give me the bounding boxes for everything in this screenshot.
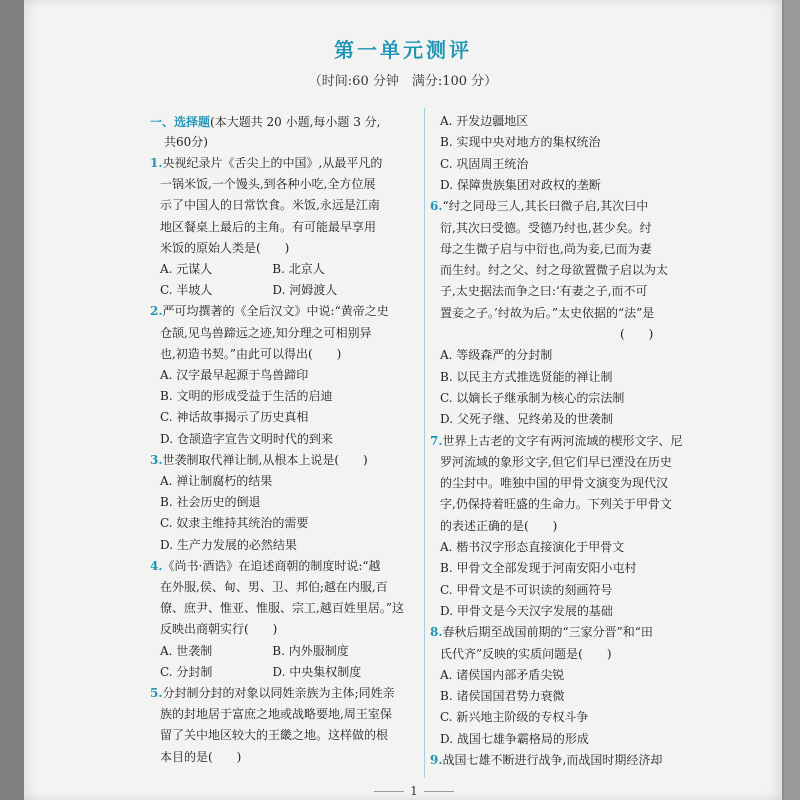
question-text: A. 诸侯国内部矛盾尖锐 (440, 667, 565, 682)
question-line (440, 475, 668, 491)
question-line (440, 241, 652, 257)
question-line (160, 282, 337, 298)
page-subtitle: （时间:60 分钟 满分:100 分） (308, 74, 498, 89)
question-number: 5. (150, 686, 163, 700)
question-line (160, 431, 333, 447)
question-number: 7. (430, 433, 443, 448)
question-text: 留了关中地区较大的王畿之地。这样做的根 (160, 728, 389, 743)
question-text: C. 以嫡长子继承制为核心的宗法制 (440, 390, 625, 405)
question-text: 的表述正确的是( ) (440, 518, 558, 533)
question-text: 的尘封中。唯独中国的甲骨文演变为现代汉 (440, 476, 669, 491)
question-line (160, 494, 260, 510)
question-text: B. 社会历史的倒退 (160, 495, 261, 510)
question-text: C. 半坡人 D. 河姆渡人 (160, 283, 338, 298)
question-line (160, 643, 349, 659)
question-line (160, 261, 325, 277)
question-text: D. 甲骨文是今天汉字发展的基础 (440, 603, 613, 618)
question-line (160, 515, 308, 531)
question-line (160, 621, 277, 637)
question-line (440, 369, 612, 385)
question-text: 世界上古老的文字有两河流域的楔形文字、尼 (442, 433, 683, 448)
question-text: B. 以民主方式推选贤能的禅让制 (440, 369, 613, 384)
question-line (430, 198, 648, 214)
question-line (160, 388, 332, 404)
question-line (440, 134, 600, 150)
question-line (160, 537, 297, 553)
question-line (150, 303, 389, 319)
question-line (440, 667, 564, 683)
question-number: 8. (430, 625, 443, 640)
question-text: A. 元谋人 B. 北京人 (160, 262, 325, 276)
question-text: A. 禅让制腐朽的结果 (160, 474, 273, 488)
question-text: C. 甲骨文是不可识读的刻画符号 (440, 582, 613, 597)
question-line (440, 539, 624, 555)
question-text: 《尚书·酒诰》在追述商朝的制度时说:“越 (162, 558, 381, 573)
question-line (150, 558, 381, 574)
question-number: 2. (150, 304, 163, 319)
page-title: 第一单元测评 (334, 38, 472, 62)
question-line (440, 390, 624, 406)
question-line (160, 664, 361, 680)
question-number: 9. (430, 753, 443, 767)
question-text: D. 父死子继、兄终弟及的世袭制 (440, 412, 613, 427)
exam-page (24, 0, 782, 800)
section-desc-2: 共60分) (164, 135, 208, 149)
question-text: 严可均撰著的《全后汉文》中说:“黄帝之史 (162, 304, 389, 319)
question-line (440, 709, 588, 725)
question-text: 母之生微子启与中衍也,尚为妾,已而为妻 (440, 241, 652, 256)
question-line (440, 731, 589, 747)
question-text: 一锅米饭,一个馒头,到各种小吃,全方位展 (160, 177, 376, 192)
page-number: 1 (410, 784, 418, 798)
question-text: 央视纪录片《舌尖上的中国》,从最平凡的 (162, 156, 383, 170)
question-line (440, 560, 636, 576)
question-line (430, 433, 683, 449)
question-text: C. 巩固周王统治 (440, 156, 529, 171)
question-line (160, 727, 388, 743)
question-text: 米饭的原始人类是( ) (160, 240, 290, 255)
question-line (150, 452, 368, 468)
question-number: 3. (150, 452, 163, 467)
question-line (440, 220, 652, 236)
question-text: C. 分封制 D. 中央集权制度 (160, 664, 362, 679)
question-line (150, 685, 395, 701)
question-text: 分封制分封的对象以同姓亲族为主体;同姓亲 (162, 686, 395, 700)
question-text: 子,太史据法而争之曰:‘有妻之子,而不可 (440, 284, 648, 299)
question-line (440, 283, 648, 299)
question-line (160, 240, 289, 256)
question-text: 地区餐桌上最后的主角。有可能最早享用 (160, 219, 377, 234)
question-line (160, 367, 308, 383)
question-text: A. 开发边疆地区 (440, 114, 529, 128)
question-line (440, 347, 552, 363)
scan-left-background (0, 0, 24, 800)
question-line (440, 326, 653, 342)
question-text: 衍,其次曰受德。受德乃纣也,甚少矣。纣 (440, 220, 652, 235)
question-line (440, 156, 528, 172)
question-text: C. 奴隶主维持其统治的需要 (160, 516, 309, 531)
question-number: 6. (430, 199, 443, 214)
question-line (440, 688, 564, 704)
question-line (160, 749, 241, 765)
question-text: 反映出商朝实行( ) (160, 622, 278, 637)
question-text: A. 等级森严的分封制 (440, 348, 553, 363)
question-text: A. 世袭制 B. 内外服制度 (160, 643, 349, 658)
section-header (150, 114, 381, 130)
question-line (150, 155, 382, 171)
question-line (160, 325, 372, 341)
question-line (160, 409, 308, 425)
question-line (430, 624, 653, 640)
question-text: 僚、庶尹、惟亚、惟服、宗工,越百姓里居。”这 (160, 601, 404, 616)
question-line (440, 305, 654, 321)
question-line (440, 262, 668, 278)
question-text: D. 保障贵族集团对政权的垄断 (440, 177, 601, 192)
question-text: 世袭制取代禅让制,从根本上说是( ) (162, 452, 368, 467)
question-text: “纣之同母三人,其长曰微子启,其次曰中 (442, 199, 649, 214)
question-number: 4. (150, 558, 163, 573)
question-text: 氏代齐”反映的实质问题是( ) (440, 646, 612, 661)
question-line (440, 646, 612, 662)
page-number-footer (354, 784, 474, 798)
question-line (440, 113, 528, 129)
question-text: D. 战国七雄争霸格局的形成 (440, 731, 589, 746)
question-text: 字,仍保持着旺盛的生命力。下列关于甲骨文 (440, 497, 672, 512)
question-text: B. 实现中央对地方的集权统治 (440, 135, 601, 150)
question-line (440, 496, 672, 512)
section-desc-1: (本大题共 20 小题,每小题 3 分, (210, 115, 381, 129)
section-desc-line-2 (164, 134, 208, 150)
question-line (160, 706, 392, 722)
question-text: 也,初造书契。”由此可以得出( ) (160, 346, 342, 361)
question-text: A. 楷书汉字形态直接演化于甲骨文 (440, 540, 625, 554)
question-text: D. 仓颉造字宣告文明时代的到来 (160, 431, 333, 446)
question-number: 1. (150, 156, 163, 170)
question-line (430, 752, 662, 768)
question-text: 族的封地居于富庶之地或战略要地,周王室保 (160, 707, 392, 722)
section-label: 一、选择题 (150, 115, 211, 129)
question-line (160, 219, 376, 235)
column-divider (424, 108, 425, 778)
question-line (440, 582, 612, 598)
question-text: C. 神话故事揭示了历史真相 (160, 410, 309, 425)
question-line (160, 579, 388, 595)
question-text: 战国七雄不断进行战争,而战国时期经济却 (442, 753, 663, 767)
question-text: 春秋后期至战国前期的“三家分晋”和“田 (442, 625, 653, 640)
question-line (440, 177, 601, 193)
question-text: B. 甲骨文全部发现于河南安阳小屯村 (440, 561, 637, 576)
question-text: 置妾之子。’纣故为后。”太史依据的“法”是 (440, 305, 655, 320)
question-text: 仓颉,见鸟兽蹄远之迹,知分理之可相别异 (160, 325, 372, 340)
question-text: 罗河流域的象形文字,但它们早已湮没在历史 (440, 454, 672, 469)
scan-right-background (784, 0, 800, 800)
question-line (160, 197, 380, 213)
question-line (160, 473, 272, 489)
question-text: 示了中国人的日常饮食。米饭,永远是江南 (160, 198, 380, 213)
question-text: B. 文明的形成受益于生活的启迪 (160, 389, 333, 404)
question-line (440, 454, 672, 470)
question-text: A. 汉字最早起源于鸟兽蹄印 (160, 368, 309, 382)
question-text: B. 诸侯国国君势力衰微 (440, 689, 565, 704)
question-text: D. 生产力发展的必然结果 (160, 537, 297, 552)
question-line (440, 603, 613, 619)
question-text: C. 新兴地主阶级的专权斗争 (440, 710, 589, 725)
question-line (440, 518, 557, 534)
question-text: 本目的是( ) (160, 749, 242, 764)
question-text: 在外服,侯、甸、男、卫、邦伯;越在内服,百 (160, 580, 388, 594)
question-line (160, 346, 341, 362)
question-line (440, 411, 613, 427)
question-line (160, 176, 375, 192)
question-line (160, 600, 404, 616)
question-text: ( ) (440, 327, 654, 341)
question-text: 而生纣。纣之父、纣之母欲置微子启以为太 (440, 263, 669, 278)
